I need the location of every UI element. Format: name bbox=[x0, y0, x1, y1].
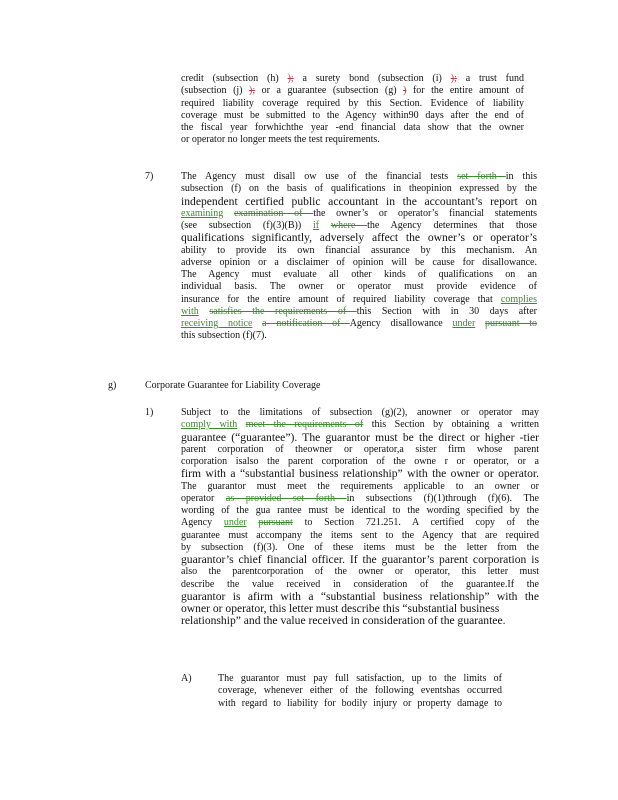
text-run: to Section 721.251. A certified copy of the bbox=[292, 517, 540, 529]
text-line bbox=[181, 269, 537, 281]
text-line bbox=[181, 554, 539, 566]
text-run: in this bbox=[505, 171, 538, 182]
text-run: The guarantor must meet the requirements applicable to an owner or bbox=[181, 480, 539, 492]
text-line bbox=[181, 481, 539, 493]
deleted-text: examination of bbox=[233, 207, 314, 219]
text-line bbox=[181, 232, 537, 244]
deleted-text: meet the requirements of bbox=[245, 419, 364, 431]
text-line bbox=[181, 505, 539, 517]
deleted-text: as provided set forth bbox=[225, 492, 347, 504]
text-run: coverage must be submitted to the Agency within90 days after the end of bbox=[181, 109, 524, 121]
text-run bbox=[247, 517, 259, 528]
text-run: or operator no longer meets the test requirements. bbox=[181, 134, 380, 146]
text-run: this Section with in 30 days after bbox=[356, 305, 538, 317]
text-line bbox=[181, 530, 539, 542]
text-run: subsection (f) on the basis of qualifications in theopinion expressed by the bbox=[181, 183, 537, 195]
text-line bbox=[181, 493, 539, 505]
text-run: also the parentcorporation of the owner or operator, this letter must bbox=[181, 566, 539, 578]
paragraph-item-7 bbox=[181, 171, 537, 343]
section-g-heading: Corporate Guarantee for Liability Coverage bbox=[145, 380, 321, 391]
inserted-text: with bbox=[181, 305, 199, 317]
text-line bbox=[181, 257, 537, 269]
text-run: Agency bbox=[181, 517, 224, 529]
text-run: guarantee must accompany the items sent to the Agency that are required bbox=[181, 529, 539, 541]
text-run: the Agency determines that those bbox=[367, 220, 537, 231]
text-run: this subsection (f)(7). bbox=[181, 330, 267, 342]
text-run: The Agency must evaluate all other kinds of qualifications on an bbox=[181, 269, 537, 280]
text-line bbox=[181, 110, 524, 122]
paragraph-item-1 bbox=[181, 407, 539, 628]
deleted-text: a notification of bbox=[262, 318, 350, 329]
deleted-text: satisfies the requirements of bbox=[209, 305, 357, 317]
text-run: guarantor’s chief financial officer. If the guarantor’s parent corporation is bbox=[181, 553, 539, 566]
text-run: guarantee (“guarantee”). The guarantor must be the direct or higher -tier bbox=[181, 430, 539, 444]
text-run: the owner’s or operator’s financial statements bbox=[313, 207, 537, 219]
text-line bbox=[181, 517, 539, 529]
text-line bbox=[181, 615, 539, 627]
text-line bbox=[181, 432, 539, 444]
text-run: for the entire amount of bbox=[406, 85, 524, 97]
deleted-text: ); bbox=[287, 73, 294, 84]
text-line bbox=[181, 122, 524, 134]
inserted-text: examining bbox=[181, 207, 224, 219]
text-run: credit (subsection (h) bbox=[181, 73, 288, 84]
text-run: independent certified public accountant in the accountant’s report on bbox=[181, 194, 537, 208]
text-run bbox=[237, 419, 245, 430]
text-line bbox=[181, 134, 524, 146]
text-line bbox=[181, 294, 537, 306]
text-run: qualifications significantly, adversely affect the owner’s or operator’s bbox=[181, 231, 537, 245]
deleted-text: ) bbox=[403, 85, 407, 97]
text-run: by subsection (f)(3). One of these items must be the letter from the bbox=[181, 541, 539, 553]
deleted-text: pursuant to bbox=[485, 318, 537, 329]
inserted-text: under bbox=[223, 517, 247, 529]
text-line bbox=[218, 673, 502, 685]
text-line bbox=[181, 85, 524, 97]
text-run bbox=[199, 306, 210, 317]
text-line bbox=[181, 318, 537, 330]
text-line bbox=[218, 685, 502, 697]
text-line bbox=[218, 698, 502, 710]
text-run: Subject to the limitations of subsection (g)(2), anowner or operator may bbox=[181, 407, 539, 418]
text-run: or a guarantee (subsection (g) bbox=[255, 85, 404, 97]
inserted-text: if bbox=[312, 220, 320, 231]
text-run: wording of the gua rantee must be identical to the wording specified by the bbox=[181, 505, 539, 516]
text-line bbox=[181, 444, 539, 456]
inserted-text: under bbox=[452, 318, 476, 329]
text-run: The Agency must disall ow use of the financial tests bbox=[181, 171, 458, 182]
text-run: Agency disallowance bbox=[349, 318, 453, 329]
text-line bbox=[181, 98, 524, 110]
text-run: owner or operator, this letter must describe this “substantial business bbox=[181, 602, 500, 615]
text-line bbox=[181, 306, 537, 318]
text-line bbox=[181, 196, 537, 208]
inserted-text: receiving notice bbox=[181, 318, 253, 329]
text-run: parent corporation of theowner or operator,a sister firm whose parent bbox=[181, 443, 539, 455]
text-line bbox=[181, 281, 537, 293]
text-run: with regard to liability for bodily injury or property damage to bbox=[218, 697, 502, 709]
paragraph-item-A bbox=[218, 673, 502, 710]
text-run: corporation isalso the parent corporation of the owne r or operator, or a bbox=[181, 456, 539, 467]
text-line bbox=[181, 208, 537, 220]
text-run bbox=[252, 318, 262, 329]
deleted-text: pursuant bbox=[258, 517, 293, 529]
text-line bbox=[181, 245, 537, 257]
text-run: The guarantor must pay full satisfaction, up to the limits of bbox=[218, 673, 502, 684]
text-line bbox=[181, 566, 539, 578]
item-7-marker: 7) bbox=[145, 171, 154, 182]
text-run: the fiscal year forwhichthe year -end financial data show that the owner bbox=[181, 122, 524, 133]
text-line bbox=[181, 330, 537, 342]
deleted-text: ); bbox=[450, 73, 457, 84]
inserted-text: comply with bbox=[181, 419, 238, 431]
text-line bbox=[181, 468, 539, 480]
text-run: individual basis. The owner or operator must provide evidence of bbox=[181, 281, 537, 293]
text-run bbox=[319, 220, 331, 231]
text-run: adverse opinion or a disclaimer of opinion will be cause for disallowance. bbox=[181, 256, 537, 268]
text-run: a surety bond (subsection (i) bbox=[293, 73, 451, 84]
text-run bbox=[475, 318, 485, 329]
text-run: (see subsection (f)(3)(B)) bbox=[181, 220, 313, 231]
item-1-marker: 1) bbox=[145, 407, 154, 418]
inserted-text: complies bbox=[500, 293, 537, 305]
text-line bbox=[181, 171, 537, 183]
text-run: coverage, whenever either of the following eventshas occurred bbox=[218, 685, 502, 697]
deleted-text: ); bbox=[249, 85, 256, 97]
text-line bbox=[181, 73, 524, 85]
text-run bbox=[223, 208, 234, 219]
text-run: firm with a “substantial business relationship” with the owner or operator. bbox=[181, 467, 539, 481]
deleted-text: set forth bbox=[457, 171, 506, 182]
text-run: this Section by obtaining a written bbox=[363, 419, 539, 431]
text-run: insurance for the entire amount of required liability coverage that bbox=[181, 293, 501, 305]
item-A-marker: A) bbox=[181, 673, 192, 684]
text-run: ability to provide its own financial assurance by this mechanism. An bbox=[181, 244, 537, 256]
text-run: a trust fund bbox=[456, 73, 525, 84]
text-run: operator bbox=[181, 492, 226, 504]
paragraph-continuation bbox=[181, 73, 524, 147]
text-run: relationship” and the value received in consideration of the guarantee. bbox=[181, 614, 506, 628]
text-line bbox=[181, 407, 539, 419]
text-run: in subsections (f)(1)through (f)(6). The bbox=[346, 492, 539, 504]
text-run: required liability coverage required by this Section. Evidence of liability bbox=[181, 97, 524, 109]
text-run: guarantor is afirm with a “substantial business relationship” with the bbox=[181, 589, 539, 603]
text-run: describe the value received in consideration of the guarantee.If the bbox=[181, 578, 539, 590]
section-g-marker: g) bbox=[108, 380, 117, 391]
text-run: (subsection (j) bbox=[181, 85, 250, 97]
deleted-text: where bbox=[330, 220, 368, 231]
